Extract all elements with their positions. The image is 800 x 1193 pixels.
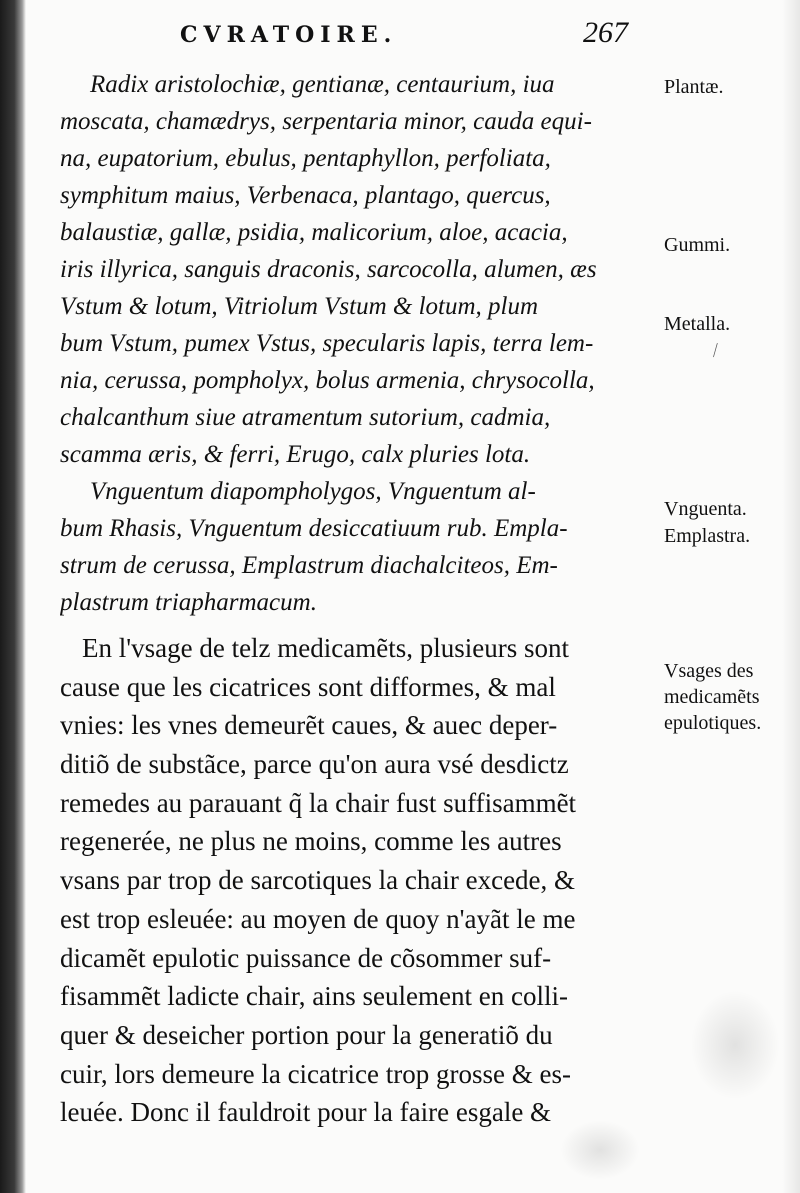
margin-note-metalla: Metalla. bbox=[664, 313, 731, 335]
text-line: cuir, lors demeure la cicatrice trop grosse & es- bbox=[60, 1058, 571, 1089]
text-line: symphitum maius, Verbenaca, plantago, quercus, bbox=[60, 182, 551, 209]
text-line: fisammẽt ladicte chair, ains seulement en colli- bbox=[60, 981, 568, 1012]
book-spine-shadow bbox=[0, 0, 26, 1193]
margin-note-usages: epulotiques. bbox=[664, 712, 762, 734]
margin-note-usages: Vsages des bbox=[664, 660, 754, 682]
text-line: vsans par trop de sarcotiques la chair excede, & bbox=[60, 865, 576, 896]
text-line: iris illyrica, sanguis draconis, sarcocolla, alumen, æs bbox=[60, 256, 597, 283]
text-line: moscata, chamædrys, serpentaria minor, cauda equi- bbox=[60, 108, 592, 135]
page-stain bbox=[690, 990, 780, 1100]
text-line: scamma æris, & ferri, Erugo, calx pluries lota. bbox=[60, 441, 531, 468]
margin-note-unguenta: Vnguenta. bbox=[664, 498, 747, 520]
text-line: En l'vsage de telz medicamẽts, plusieurs sont bbox=[82, 633, 569, 663]
text-line: bum Vstum, pumex Vstus, specularis lapis, terra lem- bbox=[60, 330, 594, 357]
text-line: remedes au parauant q̃ la chair fust suffisammẽt bbox=[60, 787, 577, 818]
text-line: est trop esleuée: au moyen de quoy n'ayãt le me bbox=[60, 903, 576, 934]
margin-note-gummi: Gummi. bbox=[664, 234, 731, 256]
paragraph-gap bbox=[60, 621, 658, 629]
margin-note-plantae: Plantæ. bbox=[664, 76, 724, 98]
text-line: cause que les cicatrices sont difformes, & mal bbox=[60, 671, 556, 702]
text-line: na, eupatorium, ebulus, pentaphyllon, perfoliata, bbox=[60, 145, 551, 172]
text-line: ditiõ de substãce, parce qu'on aura vsé desdictz bbox=[60, 749, 569, 780]
text-line: quer & deseicher portion pour la generatiõ du bbox=[60, 1019, 553, 1050]
page-header bbox=[170, 14, 640, 54]
text-line: balaustiæ, gallæ, psidia, malicorium, aloe, acacia, bbox=[60, 219, 568, 246]
text-line: nia, cerussa, pompholyx, bolus armenia, chrysocolla, bbox=[60, 367, 595, 394]
text-line: chalcanthum siue atramentum sutorium, cadmia, bbox=[60, 404, 551, 431]
handwritten-mark-icon: ⁄ bbox=[710, 340, 721, 360]
text-line: Vnguentum diapompholygos, Vnguentum al- bbox=[90, 478, 536, 505]
margin-note-usages: medicamẽts bbox=[664, 686, 760, 708]
page-number: 267 bbox=[583, 16, 628, 49]
body-text bbox=[60, 66, 658, 1132]
text-line: dicamẽt epulotic puissance de cõsommer suf- bbox=[60, 942, 552, 973]
text-line: regenerée, ne plus ne moins, comme les autres bbox=[60, 826, 562, 857]
text-line: leuée. Donc il fauldroit pour la faire esgale & bbox=[60, 1097, 552, 1128]
text-line: vnies: les vnes demeurẽt caues, & auec deper- bbox=[60, 710, 558, 741]
margin-note-emplastra: Emplastra. bbox=[664, 525, 751, 547]
text-line: bum Rhasis, Vnguentum desiccatiuum rub. Empla- bbox=[60, 515, 568, 542]
page-edge-shadow bbox=[782, 0, 800, 1193]
text-line: strum de cerussa, Emplastrum diachalciteos, Em- bbox=[60, 552, 558, 579]
text-line: Vstum & lotum, Vitriolum Vstum & lotum, plum bbox=[60, 293, 539, 320]
text-line: Radix aristolochiæ, gentianæ, centaurium, iua bbox=[90, 71, 555, 98]
text-line: plastrum triapharmacum. bbox=[60, 589, 317, 616]
running-head: CVRATOIRE. bbox=[180, 22, 398, 48]
